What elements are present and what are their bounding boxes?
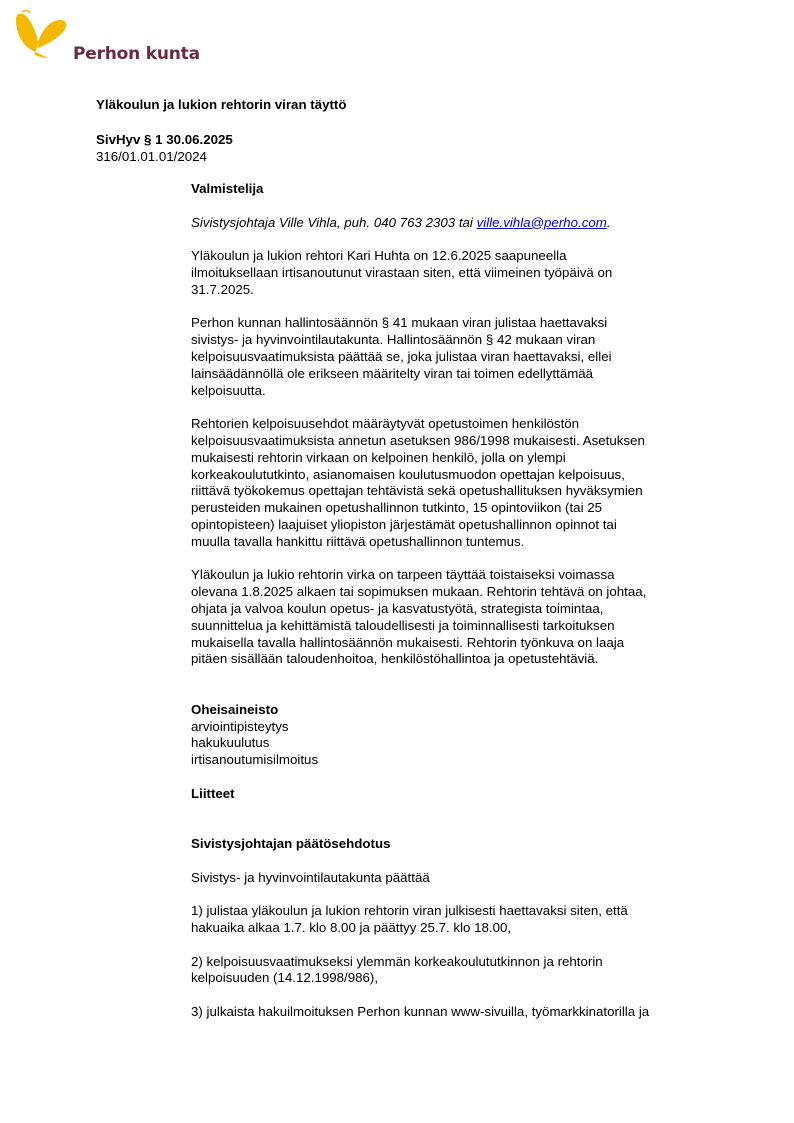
text-line: 3) julkaista hakuilmoituksen Perhon kunnan www-sivuilla, työmarkkinatorilla ja	[191, 1004, 650, 1020]
text-line: kelpoisuuden (14.12.1998/986),	[191, 970, 379, 986]
paragraph-duties	[191, 567, 711, 668]
text-line: ohjata ja valvoa koulun opetus- ja kasvatustyötä, strategista toimintaa,	[191, 600, 604, 616]
document-title: Yläkoulun ja lukion rehtorin viran täyttö	[96, 97, 347, 112]
preparer-email-link[interactable]: ville.vihla@perho.com	[476, 214, 607, 230]
text-line: sivistys- ja hyvinvointilautakunta. Hallintosäännön § 42 mukaan viran	[191, 332, 596, 348]
text-line: 1) julistaa yläkoulun ja lukion rehtorin viran julkisesti haettavaksi siten, että	[191, 903, 628, 919]
text-line: mukaisesti rehtorin virkaan on kelpoinen henkilö, jolla on ylempi	[191, 449, 566, 465]
preparer-heading: Valmistelija	[191, 181, 264, 196]
document-body	[191, 181, 711, 1021]
text-line: mukaisella tavalla hallintosäännön mukaisesti. Rehtorin työnkuva on laaja	[191, 634, 625, 650]
attachment-item: irtisanoutumisilmoitus	[191, 752, 319, 768]
text-line: ilmoituksellaan irtisanoutunut virastaan siten, että viimeinen työpäivä on	[191, 264, 613, 280]
text-line: Yläkoulun ja lukio rehtorin virka on tarpeen täyttää toistaiseksi voimassa	[191, 567, 615, 583]
text-line: lainsäädännöllä ole erikseen määritelty viran tai toimen edellyttämää	[191, 365, 594, 381]
preparer-text: Sivistysjohtaja Ville Vihla, puh. 040 763 2303 tai	[191, 214, 477, 230]
text-line: Perhon kunnan hallintosäännön § 41 mukaan viran julistaa haettavaksi	[191, 315, 608, 331]
text-line: muulla tavalla hankittu riittävä opetushallinnon tuntemus.	[191, 533, 525, 549]
text-line: 2) kelpoisuusvaatimukseksi ylemmän korkeakoulututkinnon ja rehtorin	[191, 953, 603, 969]
text-line: kelpoisuutta.	[191, 382, 266, 398]
text-line: perusteiden mukainen opetushallinnon tutkinto, 15 opintoviikon (tai 25	[191, 500, 603, 516]
butterfly-icon	[14, 8, 70, 58]
preparer-line	[191, 215, 711, 232]
preparer-end: .	[606, 214, 611, 230]
text-line: Yläkoulun ja lukion rehtori Kari Huhta on 12.6.2025 saapuneella	[191, 248, 567, 264]
proposal-heading: Sivistysjohtajan päätösehdotus	[191, 836, 391, 852]
text-line: olevana 1.8.2025 alkaen tai sopimuksen mukaan. Rehtorin tehtävä on johtaa,	[191, 584, 647, 600]
logo-text: Perhon kunta	[73, 44, 200, 64]
paragraph-regulations	[191, 315, 711, 399]
proposal-item-1	[191, 903, 711, 937]
attachments-heading: Oheisaineisto	[191, 701, 279, 717]
text-line: pitäen sisällään taloudenhoitoa, henkilöstöhallintoa ja opetustehtäviä.	[191, 651, 599, 667]
text-line: riittävä työkokemus opettajan tehtävistä sekä opetushallituksen hyväksymien	[191, 483, 643, 499]
proposal-item-3	[191, 1004, 711, 1021]
text-line: suunnittelua ja kehittämistä taloudellisesti ja toiminnallisesti tarkoituksen	[191, 617, 615, 633]
text-line: Rehtorien kelpoisuusehdot määräytyvät opetustoimen henkilöstön	[191, 416, 580, 432]
diary-number: 316/01.01.01/2024	[96, 149, 207, 164]
proposal-intro: Sivistys- ja hyvinvointilautakunta päättää	[191, 869, 430, 885]
meeting-reference: SivHyv § 1 30.06.2025	[96, 132, 233, 147]
paragraph-qualifications	[191, 416, 711, 550]
text-line: kelpoisuusvaatimuksista päättää se, joka julistaa viran haettavaksi, ellei	[191, 348, 612, 364]
text-line: korkeakoulututkinto, asianomaisen koulutusmuodon opettajan kelpoisuus,	[191, 466, 625, 482]
attachment-item: hakukuulutus	[191, 735, 270, 751]
text-line: kelpoisuusvaatimuksista annetun asetuksen 986/1998 mukaisesti. Asetuksen	[191, 432, 645, 448]
attachment-item: arviointipisteytys	[191, 718, 289, 734]
paragraph-resignation	[191, 248, 711, 298]
text-line: 31.7.2025.	[191, 281, 254, 297]
proposal-item-2	[191, 954, 711, 988]
perho-logo	[14, 8, 200, 64]
text-line: opintopisteen) laajuiset yliopiston järjestämät opetushallinnon opinnot tai	[191, 516, 617, 532]
text-line: hakuaika alkaa 1.7. klo 8.00 ja päättyy 25.7. klo 18.00,	[191, 920, 512, 936]
appendix-heading: Liitteet	[191, 785, 235, 801]
